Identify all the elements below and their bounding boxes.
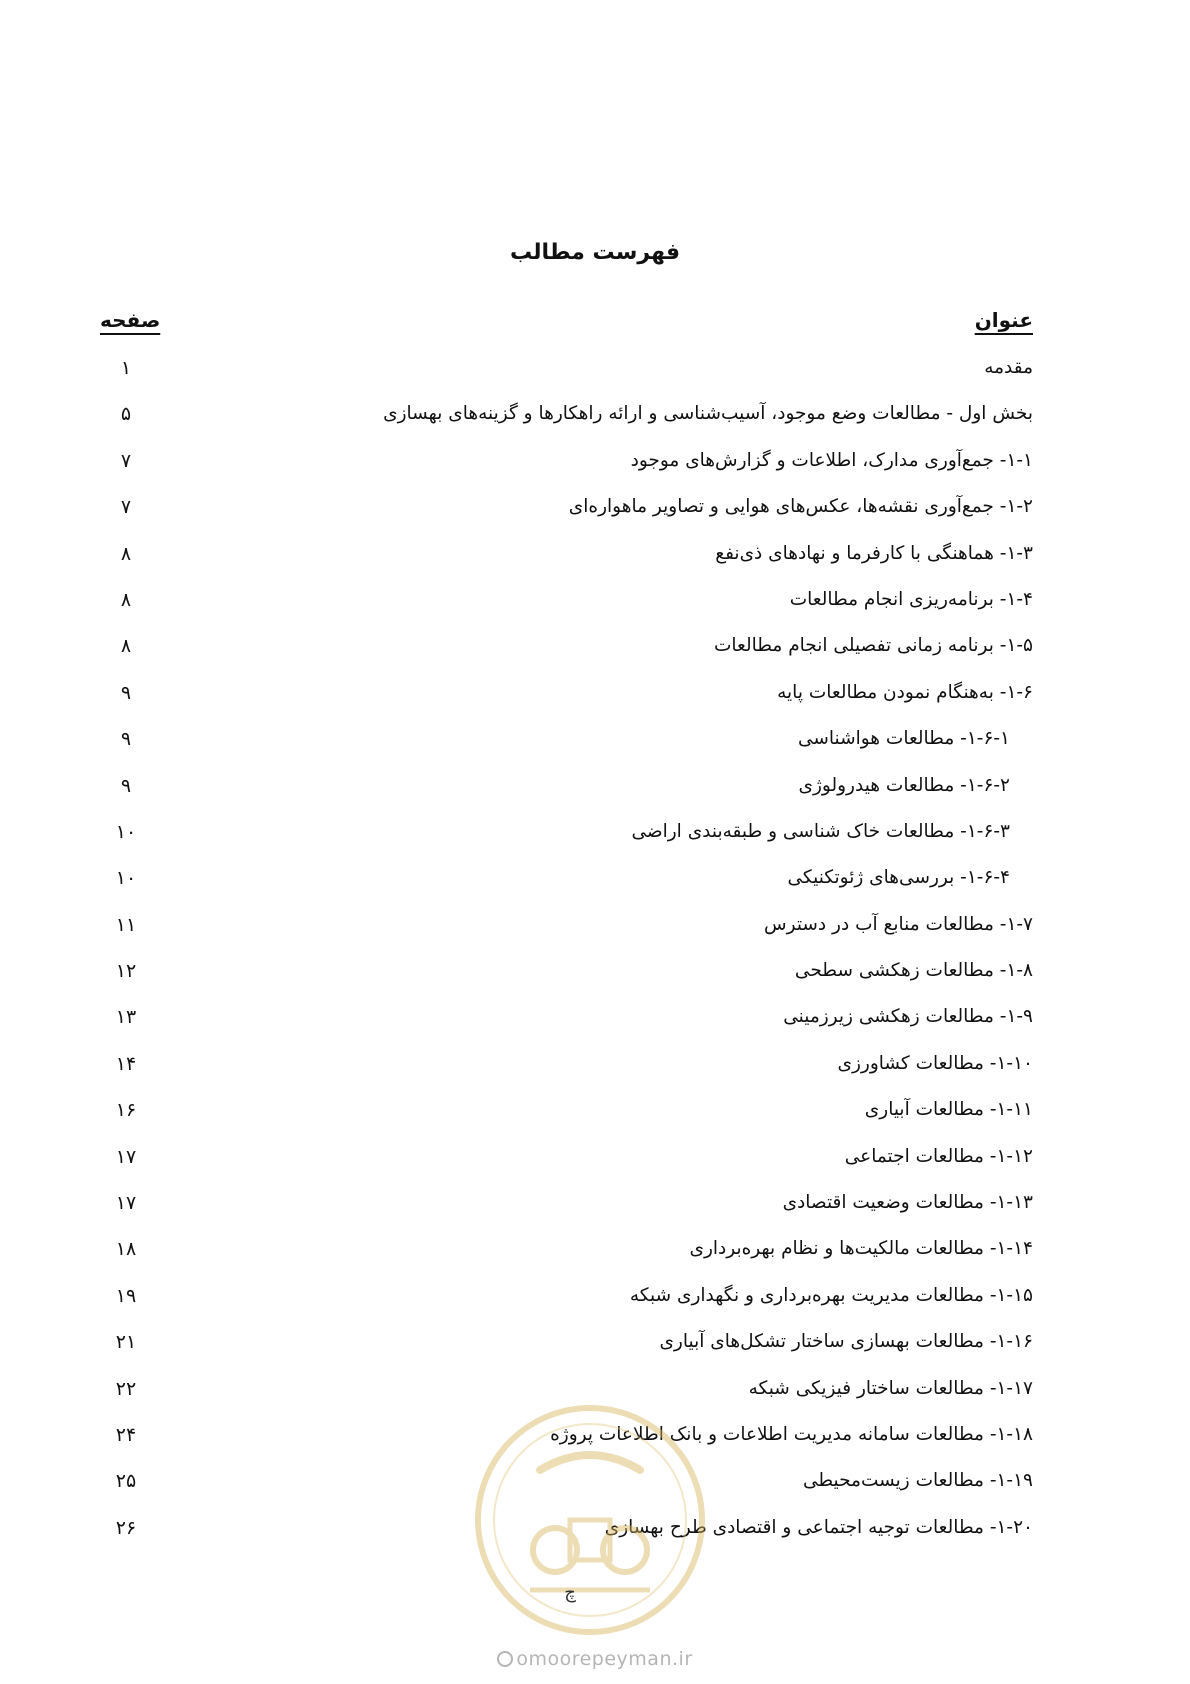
- toc-entry-title: ۱-۱۱- مطالعات آبیاری: [864, 1099, 1033, 1121]
- toc-entry-page: ۲۶: [115, 1516, 137, 1539]
- toc-entry-title: ۱-۱۷- مطالعات ساختار فیزیکی شبکه: [748, 1377, 1033, 1399]
- toc-entry-title: ۱-۱۳- مطالعات وضعیت اقتصادی: [782, 1192, 1033, 1214]
- toc-entry[interactable]: [0, 587, 1190, 633]
- toc-entry-title: ۱-۶-۴- بررسی‌های ژئوتکنیکی: [787, 867, 1010, 889]
- toc-entry[interactable]: [0, 448, 1190, 494]
- toc-entry[interactable]: [0, 912, 1190, 958]
- toc-entry-page: ۱۳: [115, 1006, 137, 1029]
- toc-entry-title: ۱-۲۰- مطالعات توجیه اجتماعی و اقتصادی طرح بهسازی: [604, 1516, 1033, 1538]
- toc-entry-title: ۱-۴- برنامه‌ریزی انجام مطالعات: [789, 588, 1033, 610]
- toc-entry-page: ۱۸: [115, 1238, 137, 1261]
- toc-entry-page: ۱۰: [115, 867, 137, 890]
- toc-entry-page: ۸: [120, 542, 132, 565]
- toc-entry-page: ۹: [120, 774, 132, 797]
- toc-entry-page: ۱۲: [115, 960, 137, 983]
- toc-entry-title: مقدمه: [984, 357, 1033, 378]
- toc-entry-page: ۷: [120, 496, 132, 519]
- toc-entry-page: ۹: [120, 728, 132, 751]
- seal-logo-icon: [470, 1400, 710, 1640]
- toc-entry-title: ۱-۶-۲- مطالعات هیدرولوژی: [798, 774, 1010, 796]
- toc-entry-title: ۱-۶-۱- مطالعات هواشناسی: [797, 728, 1010, 750]
- toc-entry-title: ۱-۶- به‌هنگام نمودن مطالعات پایه: [777, 681, 1033, 703]
- toc-entry[interactable]: [0, 1097, 1190, 1143]
- toc-entry-page: ۸: [120, 588, 132, 611]
- toc-subentry[interactable]: [0, 726, 1190, 772]
- toc-entry-page: ۲۱: [115, 1331, 137, 1354]
- toc-entry[interactable]: [0, 1190, 1190, 1236]
- toc-subentry[interactable]: [0, 773, 1190, 819]
- toc-entry-title: ۱-۱۹- مطالعات زیست‌محیطی: [802, 1470, 1033, 1492]
- toc-entry-page: ۱۷: [115, 1145, 137, 1168]
- toc-entry-title: ۱-۱- جمع‌آوری مدارک، اطلاعات و گزارش‌های موجود: [630, 449, 1033, 471]
- toc-entry-title: ۱-۱۸- مطالعات سامانه مدیریت اطلاعات و بانک اطلاعات پروژه: [550, 1423, 1033, 1445]
- toc-entry-page: ۱۱: [115, 913, 137, 936]
- page-number-letter: چ: [564, 1582, 576, 1603]
- toc-entry-title: ۱-۱۲- مطالعات اجتماعی: [844, 1145, 1033, 1167]
- toc-entry-title: ۱-۱۴- مطالعات مالکیت‌ها و نظام بهره‌برداری: [689, 1238, 1033, 1260]
- toc-entry-page: ۲۴: [115, 1423, 137, 1446]
- toc-entry-page: ۱۰: [115, 820, 137, 843]
- toc-subentry[interactable]: [0, 865, 1190, 911]
- toc-entry-title: بخش اول - مطالعات وضع موجود، آسیب‌شناسی و ارائه راهکارها و گزینه‌های بهسازی: [383, 403, 1033, 425]
- watermark-text: omoorepeyman.ir: [516, 1648, 693, 1670]
- toc-entry-title: ۱-۱۰- مطالعات کشاورزی: [837, 1052, 1033, 1074]
- toc-entry-page: ۱: [120, 357, 132, 379]
- toc-entry[interactable]: [0, 494, 1190, 540]
- toc-entry-page: ۱۴: [115, 1052, 137, 1075]
- toc-entry[interactable]: [0, 1283, 1190, 1329]
- toc-entry-page: ۲۲: [115, 1377, 137, 1400]
- toc-entry-page: ۵: [120, 403, 132, 426]
- toc-title: فهرست مطالب: [509, 240, 681, 265]
- toc-entry-title: ۱-۳- هماهنگی با کارفرما و نهادهای ذی‌نفع: [715, 542, 1033, 564]
- toc-entry-title: ۱-۹- مطالعات زهکشی زیرزمینی: [783, 1006, 1033, 1028]
- toc-entry-page: ۸: [120, 635, 132, 658]
- toc-entry-title: ۱-۸- مطالعات زهکشی سطحی: [794, 960, 1033, 982]
- toc-entry[interactable]: [0, 680, 1190, 726]
- toc-entry-title: ۱-۱۶- مطالعات بهسازی ساختار تشکل‌های آبیاری: [659, 1331, 1033, 1353]
- column-header-page: صفحه: [100, 308, 161, 332]
- toc-entry[interactable]: [0, 958, 1190, 1004]
- toc-entry-title: ۱-۱۵- مطالعات مدیریت بهره‌برداری و نگهداری شبکه: [629, 1284, 1033, 1306]
- toc-entry[interactable]: [0, 541, 1190, 587]
- toc-entry[interactable]: [0, 1051, 1190, 1097]
- toc-entry-page: ۹: [120, 681, 132, 704]
- toc-entry-title: ۱-۶-۳- مطالعات خاک شناسی و طبقه‌بندی اراضی: [631, 820, 1010, 842]
- toc-entry-page: ۱۶: [115, 1099, 137, 1122]
- toc-list: [0, 355, 1190, 1561]
- toc-entry-page: ۷: [120, 449, 132, 472]
- toc-entry[interactable]: [0, 633, 1190, 679]
- toc-subentry[interactable]: [0, 819, 1190, 865]
- toc-entry[interactable]: [0, 1236, 1190, 1282]
- toc-entry-title: ۱-۲- جمع‌آوری نقشه‌ها، عکس‌های هوایی و تصاویر ماهواره‌ای: [568, 496, 1033, 518]
- toc-entry[interactable]: [0, 1004, 1190, 1050]
- toc-entry[interactable]: [0, 401, 1190, 447]
- toc-entry[interactable]: [0, 1144, 1190, 1190]
- toc-entry-title: ۱-۵- برنامه زمانی تفصیلی انجام مطالعات: [714, 635, 1033, 657]
- toc-entry[interactable]: [0, 355, 1190, 401]
- site-watermark: [0, 1648, 1190, 1670]
- toc-entry-page: ۱۹: [115, 1284, 137, 1307]
- column-header-title: عنوان: [974, 308, 1033, 332]
- toc-entry-title: ۱-۷- مطالعات منابع آب در دسترس: [764, 913, 1033, 935]
- toc-entry[interactable]: [0, 1329, 1190, 1375]
- toc-entry-page: ۱۷: [115, 1192, 137, 1215]
- at-icon: [497, 1651, 513, 1667]
- toc-entry-page: ۲۵: [115, 1470, 137, 1493]
